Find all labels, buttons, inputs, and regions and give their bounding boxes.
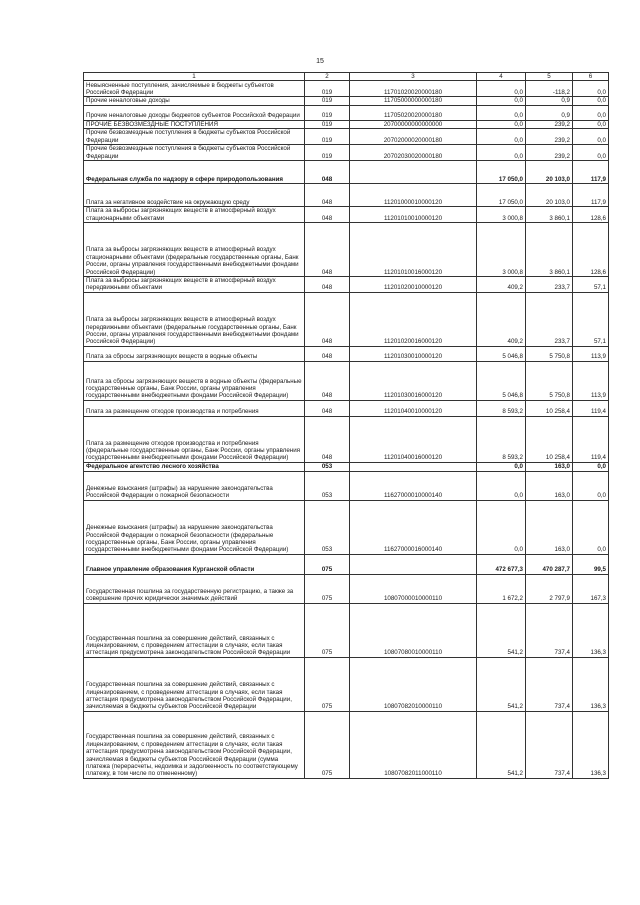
- row-plan-value: 17 050,0: [477, 161, 526, 184]
- row-plan-value: 0,0: [477, 97, 526, 105]
- table-row: [84, 97, 609, 105]
- row-actual-value: 5 750,8: [526, 361, 573, 400]
- row-kbk-code: 20700000000000000: [350, 120, 477, 128]
- row-admin-code: 075: [305, 603, 350, 657]
- revenue-table: [83, 72, 609, 779]
- row-kbk-code: 11201020016000120: [350, 292, 477, 346]
- column-header: 2: [305, 73, 350, 81]
- row-kbk-code: 11705000000000180: [350, 97, 477, 105]
- row-kbk-code: 20702000020000180: [350, 129, 477, 145]
- row-plan-value: 0,0: [477, 471, 526, 500]
- row-actual-value: 5 750,8: [526, 346, 573, 361]
- row-actual-value: 10 258,4: [526, 416, 573, 462]
- row-plan-value: 0,0: [477, 81, 526, 97]
- row-actual-value: 163,0: [526, 500, 573, 554]
- row-actual-value: 20 103,0: [526, 161, 573, 184]
- row-plan-value: 8 593,2: [477, 416, 526, 462]
- row-admin-code: 075: [305, 574, 350, 603]
- column-header: 1: [84, 73, 305, 81]
- row-plan-value: 0,0: [477, 129, 526, 145]
- row-kbk-code: 11201030010000120: [350, 346, 477, 361]
- row-actual-value: 737,4: [526, 711, 573, 778]
- row-name: Федеральное агентство лесного хозяйства: [84, 462, 305, 471]
- row-actual-value: 0,9: [526, 105, 573, 120]
- row-admin-code: 048: [305, 184, 350, 207]
- row-percent-value: 117,9: [573, 184, 609, 207]
- row-plan-value: 0,0: [477, 145, 526, 161]
- table-row: [84, 105, 609, 120]
- row-admin-code: 075: [305, 711, 350, 778]
- row-name: Прочие неналоговые доходы: [84, 97, 305, 105]
- row-percent-value: 128,6: [573, 207, 609, 223]
- row-admin-code: 075: [305, 657, 350, 711]
- row-kbk-code: 11627000016000140: [350, 500, 477, 554]
- row-actual-value: 3 860,1: [526, 207, 573, 223]
- row-admin-code: 048: [305, 277, 350, 293]
- table-row: [84, 207, 609, 223]
- row-admin-code: 048: [305, 400, 350, 416]
- row-kbk-code: [350, 161, 477, 184]
- row-actual-value: 737,4: [526, 657, 573, 711]
- row-name: Прочие безвозмездные поступления в бюджеты субъектов Российской Федерации: [84, 145, 305, 161]
- row-percent-value: 136,3: [573, 657, 609, 711]
- row-kbk-code: 20702030020000180: [350, 145, 477, 161]
- table-row: [84, 657, 609, 711]
- table-row: [84, 574, 609, 603]
- row-plan-value: 472 677,3: [477, 554, 526, 574]
- row-plan-value: 0,0: [477, 105, 526, 120]
- row-plan-value: 0,0: [477, 462, 526, 471]
- row-actual-value: 737,4: [526, 603, 573, 657]
- row-plan-value: 5 046,8: [477, 346, 526, 361]
- row-name: Плата за выбросы загрязняющих веществ в атмосферный воздух передвижными объектами: [84, 277, 305, 293]
- row-kbk-code: [350, 554, 477, 574]
- table-row: [84, 500, 609, 554]
- row-plan-value: 3 000,8: [477, 223, 526, 277]
- table-row: [84, 346, 609, 361]
- row-admin-code: 048: [305, 223, 350, 277]
- row-percent-value: 113,9: [573, 361, 609, 400]
- row-kbk-code: 11627000010000140: [350, 471, 477, 500]
- row-kbk-code: 11201030016000120: [350, 361, 477, 400]
- row-name: Плата за выбросы загрязняющих веществ в атмосферный воздух стационарными объектами: [84, 207, 305, 223]
- row-admin-code: 048: [305, 161, 350, 184]
- row-actual-value: -118,2: [526, 81, 573, 97]
- row-name: ПРОЧИЕ БЕЗВОЗМЕЗДНЫЕ ПОСТУПЛЕНИЯ: [84, 120, 305, 128]
- row-actual-value: 10 258,4: [526, 400, 573, 416]
- row-plan-value: 0,0: [477, 120, 526, 128]
- row-kbk-code: [350, 462, 477, 471]
- column-header: 5: [526, 73, 573, 81]
- row-admin-code: 053: [305, 462, 350, 471]
- row-name: Плата за выбросы загрязняющих веществ в атмосферный воздух передвижными объектами (федеральные государственные органы, Банк России, органы управления государственными внебюджетными фондами Российской Федерации): [84, 292, 305, 346]
- table-row: [84, 129, 609, 145]
- row-admin-code: 019: [305, 97, 350, 105]
- row-percent-value: 0,0: [573, 129, 609, 145]
- row-kbk-code: 10807082011000110: [350, 711, 477, 778]
- row-admin-code: 019: [305, 129, 350, 145]
- row-plan-value: 5 046,8: [477, 361, 526, 400]
- row-actual-value: 470 287,7: [526, 554, 573, 574]
- row-percent-value: 0,0: [573, 500, 609, 554]
- row-name: Главное управление образования Курганской области: [84, 554, 305, 574]
- row-kbk-code: 11201040016000120: [350, 416, 477, 462]
- row-plan-value: 3 000,8: [477, 207, 526, 223]
- column-header: 6: [573, 73, 609, 81]
- agency-row: [84, 161, 609, 184]
- table-row: [84, 400, 609, 416]
- row-plan-value: 409,2: [477, 277, 526, 293]
- row-plan-value: 0,0: [477, 500, 526, 554]
- row-plan-value: 1 672,2: [477, 574, 526, 603]
- table-row: [84, 277, 609, 293]
- row-admin-code: 019: [305, 105, 350, 120]
- row-percent-value: 128,6: [573, 223, 609, 277]
- table-row: [84, 145, 609, 161]
- row-name: Плата за размещение отходов производства и потребления: [84, 400, 305, 416]
- row-kbk-code: 11201010016000120: [350, 223, 477, 277]
- table-row: [84, 81, 609, 97]
- row-admin-code: 048: [305, 346, 350, 361]
- row-name: Прочие безвозмездные поступления в бюджеты субъектов Российской Федерации: [84, 129, 305, 145]
- column-header: 3: [350, 73, 477, 81]
- row-actual-value: 239,2: [526, 129, 573, 145]
- row-name: Невыясненные поступления, зачисляемые в бюджеты субъектов Российской Федерации: [84, 81, 305, 97]
- row-plan-value: 17 050,0: [477, 184, 526, 207]
- row-name: Плата за сбросы загрязняющих веществ в водные объекты (федеральные государственные органы, Банк России, органы управления государственными внебюджетными фондами Российской Федерации): [84, 361, 305, 400]
- row-percent-value: 0,0: [573, 120, 609, 128]
- row-actual-value: 3 860,1: [526, 223, 573, 277]
- row-admin-code: 075: [305, 554, 350, 574]
- row-name: Государственная пошлина за совершение действий, связанных с лицензированием, с проведением аттестации в случаях, если такая аттестация предусмотрена законодательством Российской Федерации, зачисляемая в бюджеты субъектов Российской Федерации (сумма платежа (перерасчеты, недоимка и задолженность по соответствующему платежу, в том числе по отмененному): [84, 711, 305, 778]
- table-row: [84, 471, 609, 500]
- agency-row: [84, 554, 609, 574]
- table-row: [84, 292, 609, 346]
- row-admin-code: 048: [305, 361, 350, 400]
- table-row: [84, 223, 609, 277]
- row-actual-value: 239,2: [526, 120, 573, 128]
- row-actual-value: 233,7: [526, 277, 573, 293]
- row-actual-value: 163,0: [526, 462, 573, 471]
- row-actual-value: 163,0: [526, 471, 573, 500]
- row-percent-value: 57,1: [573, 292, 609, 346]
- row-percent-value: 0,0: [573, 471, 609, 500]
- row-percent-value: 99,5: [573, 554, 609, 574]
- row-actual-value: 20 103,0: [526, 184, 573, 207]
- row-name: Денежные взыскания (штрафы) за нарушение законодательства Российской Федерации о пожарной безопасности: [84, 471, 305, 500]
- table-row: [84, 361, 609, 400]
- row-percent-value: 136,3: [573, 603, 609, 657]
- column-number-row: [84, 73, 609, 81]
- row-kbk-code: 10807000010000110: [350, 574, 477, 603]
- row-kbk-code: 11201040010000120: [350, 400, 477, 416]
- row-name: Денежные взыскания (штрафы) за нарушение законодательства Российской Федерации о пожарной безопасности (федеральные государственные органы, Банк России, органы управления государственными внебюджетными фондами Российской Федерации): [84, 500, 305, 554]
- row-name: Плата за размещение отходов производства и потребления (федеральные государственные органы, Банк России, органы управления государственными внебюджетными фондами Российской Федерации): [84, 416, 305, 462]
- row-plan-value: 541,2: [477, 657, 526, 711]
- row-name: Государственная пошлина за государственную регистрацию, а также за совершение прочих юридически значимых действий: [84, 574, 305, 603]
- table-row: [84, 184, 609, 207]
- row-admin-code: 019: [305, 145, 350, 161]
- row-name: Государственная пошлина за совершение действий, связанных с лицензированием, с проведением аттестации в случаях, если такая аттестация предусмотрена законодательством Российской Федерации, зачисляемая в бюджеты субъектов Российской Федерации: [84, 657, 305, 711]
- agency-row: [84, 462, 609, 471]
- row-actual-value: 2 797,9: [526, 574, 573, 603]
- row-kbk-code: 11701020020000180: [350, 81, 477, 97]
- table-row: [84, 120, 609, 128]
- row-percent-value: 0,0: [573, 105, 609, 120]
- row-percent-value: 0,0: [573, 462, 609, 471]
- row-name: Прочие неналоговые доходы бюджетов субъектов Российской Федерации: [84, 105, 305, 120]
- row-name: Плата за негативное воздействие на окружающую среду: [84, 184, 305, 207]
- row-admin-code: 019: [305, 81, 350, 97]
- row-name: Федеральная служба по надзору в сфере природопользования: [84, 161, 305, 184]
- table-row: [84, 416, 609, 462]
- row-percent-value: 0,0: [573, 81, 609, 97]
- row-percent-value: 0,0: [573, 97, 609, 105]
- page-number: 15: [316, 58, 324, 65]
- row-admin-code: 048: [305, 416, 350, 462]
- row-admin-code: 053: [305, 471, 350, 500]
- row-name: Плата за сбросы загрязняющих веществ в водные объекты: [84, 346, 305, 361]
- row-percent-value: 119,4: [573, 400, 609, 416]
- row-name: Плата за выбросы загрязняющих веществ в атмосферный воздух стационарными объектами (федеральные государственные органы, Банк России, органы управления государственными внебюджетными фондами Российской Федерации): [84, 223, 305, 277]
- row-kbk-code: 10807080010000110: [350, 603, 477, 657]
- row-admin-code: 048: [305, 207, 350, 223]
- row-percent-value: 0,0: [573, 145, 609, 161]
- row-admin-code: 019: [305, 120, 350, 128]
- row-admin-code: 053: [305, 500, 350, 554]
- row-plan-value: 541,2: [477, 603, 526, 657]
- row-percent-value: 119,4: [573, 416, 609, 462]
- row-plan-value: 541,2: [477, 711, 526, 778]
- table-row: [84, 711, 609, 778]
- row-plan-value: 8 593,2: [477, 400, 526, 416]
- row-actual-value: 239,2: [526, 145, 573, 161]
- row-percent-value: 113,9: [573, 346, 609, 361]
- row-percent-value: 117,9: [573, 161, 609, 184]
- column-header: 4: [477, 73, 526, 81]
- row-kbk-code: 10807082010000110: [350, 657, 477, 711]
- row-percent-value: 57,1: [573, 277, 609, 293]
- row-kbk-code: 11705020020000180: [350, 105, 477, 120]
- row-actual-value: 233,7: [526, 292, 573, 346]
- row-plan-value: 409,2: [477, 292, 526, 346]
- row-percent-value: 136,3: [573, 711, 609, 778]
- row-kbk-code: 11201020010000120: [350, 277, 477, 293]
- row-actual-value: 0,9: [526, 97, 573, 105]
- row-kbk-code: 11201000010000120: [350, 184, 477, 207]
- row-name: Государственная пошлина за совершение действий, связанных с лицензированием, с проведением аттестации в случаях, если такая аттестация предусмотрена законодательством Российской Федерации: [84, 603, 305, 657]
- row-kbk-code: 11201010010000120: [350, 207, 477, 223]
- row-admin-code: 048: [305, 292, 350, 346]
- table-row: [84, 603, 609, 657]
- row-percent-value: 167,3: [573, 574, 609, 603]
